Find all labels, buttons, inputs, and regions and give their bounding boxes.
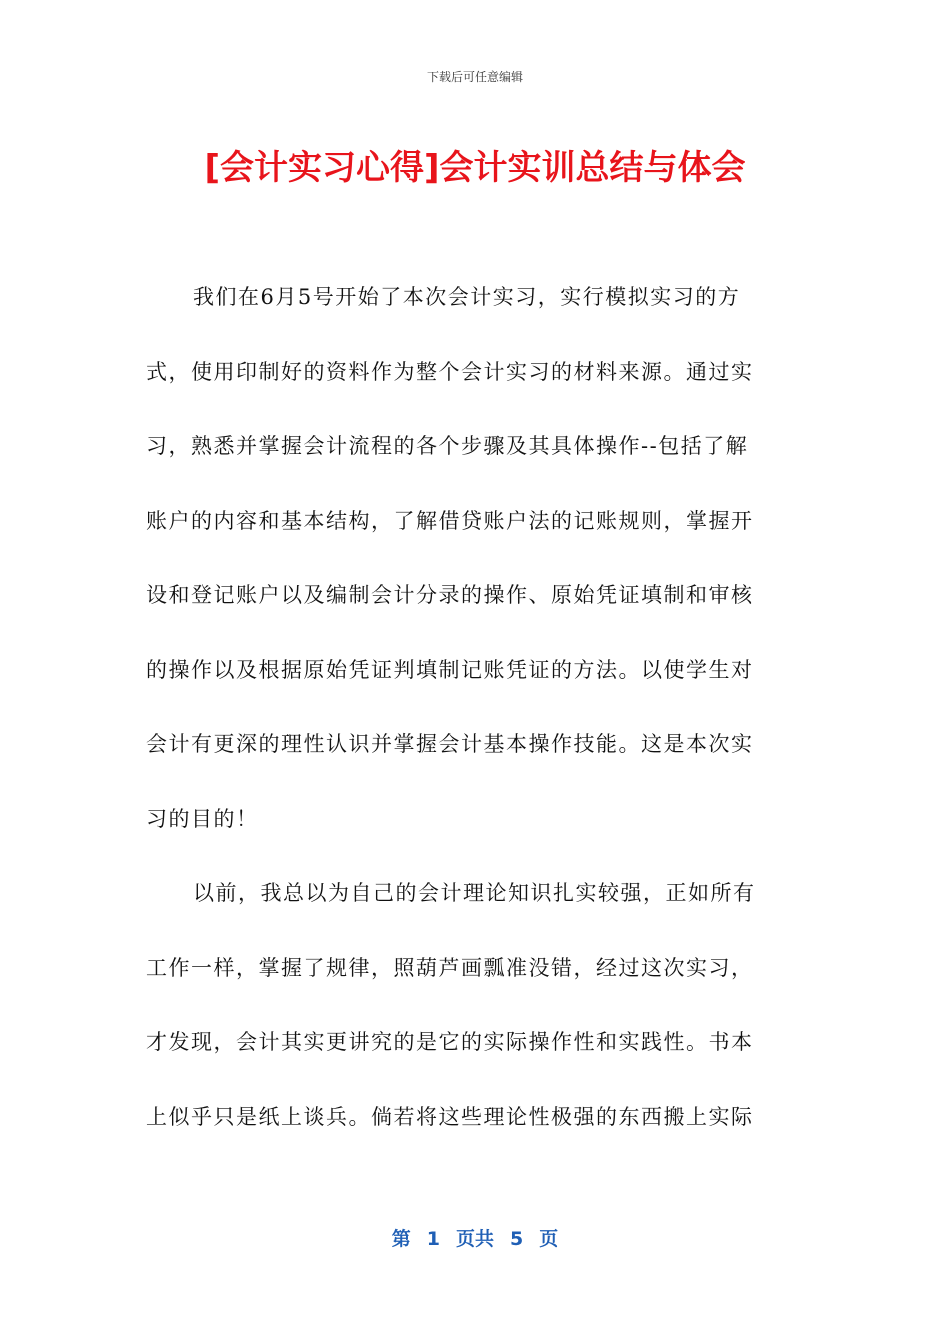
body-line: 设和登记账户以及编制会计分录的操作、原始凭证填制和审核 [146, 583, 754, 607]
body-line: 才发现，会计其实更讲究的是它的实际操作性和实践性。书本 [146, 1030, 754, 1054]
document-body [146, 272, 796, 1166]
body-line: 工作一样，掌握了规律，照葫芦画瓢准没错，经过这次实习， [146, 955, 754, 980]
body-line: 式，使用印制好的资料作为整个会计实习的材料来源。通过实 [146, 359, 754, 384]
footer-page-end-label: 页 [539, 1228, 559, 1250]
body-line: 我们在6月5号开始了本次会计实习，实行模拟实习的方 [193, 285, 741, 309]
footer-page-label: 第 [391, 1228, 411, 1250]
footer-total-pages: 5 [510, 1228, 524, 1250]
footer-current-page: 1 [426, 1228, 440, 1250]
body-line: 习，熟悉并掌握会计流程的各个步骤及其具体操作--包括了解 [146, 434, 749, 458]
header-note: 下载后可任意编辑 [426, 70, 523, 84]
page-footer [0, 1224, 950, 1251]
body-line: 会计有更深的理性认识并掌握会计基本操作技能。这是本次实 [146, 732, 754, 756]
body-line: 上似乎只是纸上谈兵。倘若将这些理论性极强的东西搬上实际 [146, 1104, 754, 1129]
body-line: 习的目的！ [146, 806, 259, 831]
body-line: 的操作以及根据原始凭证判填制记账凭证的方法。以使学生对 [146, 657, 754, 682]
body-line: 账户的内容和基本结构，了解借贷账户法的记账规则，掌握开 [146, 508, 754, 533]
document-title: [会计实习心得]会计实训总结与体会 [204, 148, 746, 188]
footer-page-of-label: 页共 [455, 1228, 494, 1250]
body-line: 以前，我总以为自己的会计理论知识扎实较强，正如所有 [193, 881, 756, 905]
